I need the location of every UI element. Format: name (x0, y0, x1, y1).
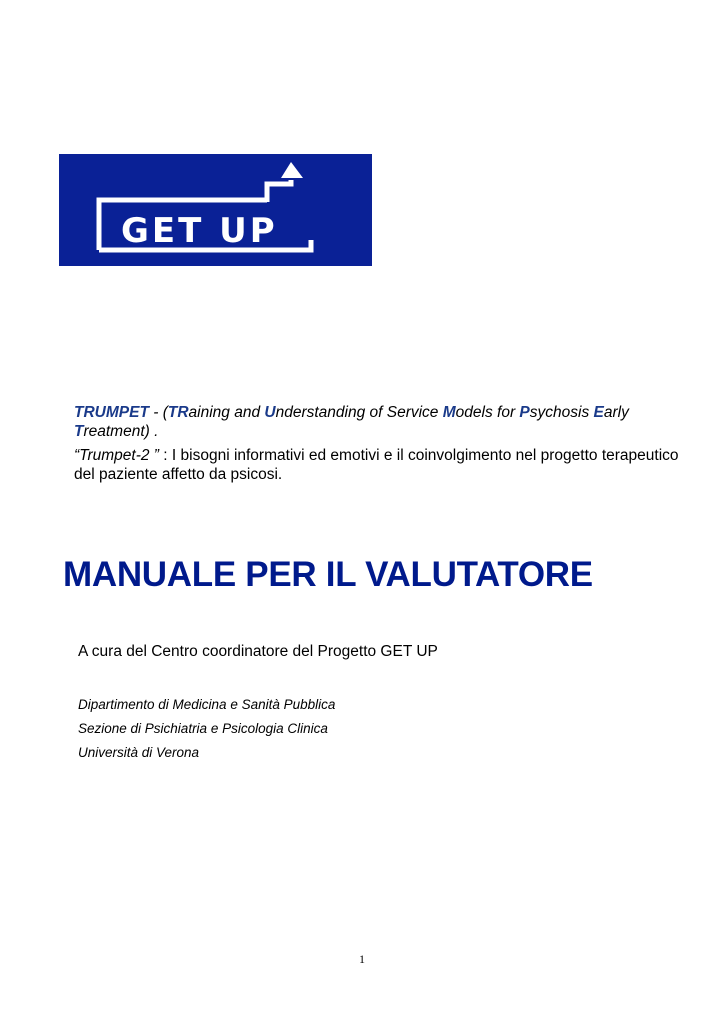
acronym-word: nderstanding of Service (275, 404, 443, 421)
get-up-logo (59, 154, 372, 266)
trumpet2-line (74, 446, 694, 484)
acronym-letter: E (593, 404, 604, 421)
affiliation-university: Università di Verona (78, 745, 200, 760)
acronym-word: sychosis (529, 404, 594, 421)
get-up-logo-graphic (59, 154, 372, 266)
logo-text: GET UP (121, 211, 278, 251)
logo-arrow-stem (267, 180, 291, 202)
acronym-word: aining and (188, 404, 265, 421)
trumpet-separator: - ( (148, 404, 168, 421)
trumpet2-name: “Trumpet-2 ” (74, 447, 159, 464)
acronym-letter: TR (167, 404, 189, 421)
affiliation-section: Sezione di Psichiatria e Psicologia Clinica (78, 721, 328, 736)
page-number: 1 (359, 952, 365, 966)
trumpet-name: TRUMPET (74, 404, 149, 421)
document-title: MANUALE PER IL VALUTATORE (63, 555, 593, 594)
acronym-word: arly (603, 404, 629, 421)
acronym-letter: T (74, 423, 84, 440)
trumpet-acronym-line (74, 403, 694, 441)
affiliation-department: Dipartimento di Medicina e Sanità Pubblica (78, 697, 336, 712)
logo-arrow-head (281, 162, 303, 178)
acronym-word: odels for (455, 404, 520, 421)
curated-by: A cura del Centro coordinatore del Progetto GET UP (78, 643, 438, 660)
acronym-letter: P (519, 404, 530, 421)
acronym-letter: U (264, 404, 276, 421)
trumpet-description (74, 403, 694, 484)
acronym-word: reatment) . (83, 423, 159, 440)
trumpet2-description: : I bisogni informativi ed emotivi e il coinvolgimento nel progetto terapeutico del paziente affetto da psicosi. (74, 447, 679, 483)
acronym-letter: M (442, 404, 456, 421)
affiliation-block (78, 693, 335, 765)
